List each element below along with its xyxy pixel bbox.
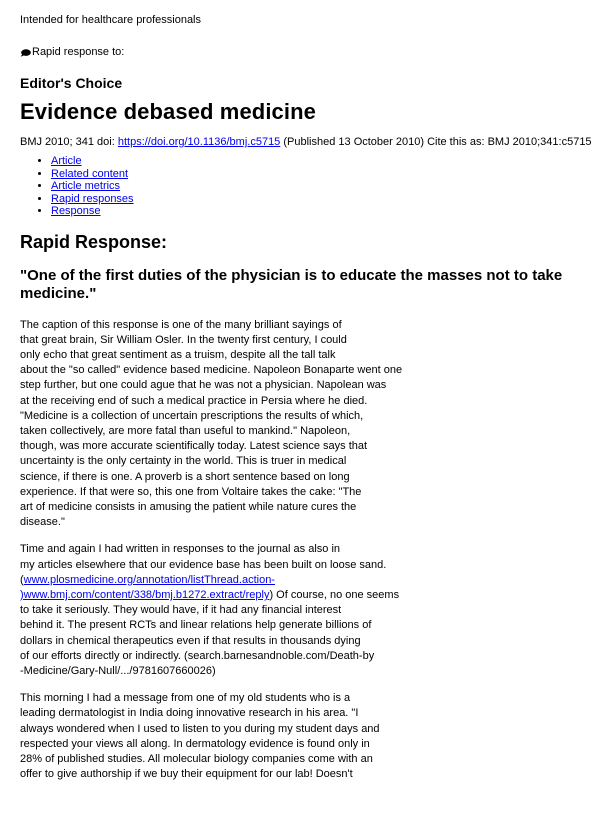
tab-response[interactable]: Response <box>51 205 101 217</box>
article-title: Evidence debased medicine <box>20 99 316 124</box>
paragraph-2-text-b: ) Of course, no one seems to take it seriously. They would have, if it had any financial interest behind it. The present RCTs and linear relations help generate billions of dollars in chemical therapeutics even if that results in thousands dying of our efforts directly or indirectly. (search.barnesandnoble.com/Death-by -Medicine/Gary-Null/.../9781607660026) <box>20 588 400 677</box>
rapid-response-to-label: Rapid response to: <box>32 46 125 58</box>
citation-prefix: BMJ 2010; 341 doi: <box>20 136 118 148</box>
article-page <box>20 12 610 782</box>
tab-rapid-responses[interactable]: Rapid responses <box>51 192 134 205</box>
speech-bubble-icon <box>20 48 31 56</box>
response-paragraph-3: This morning I had a message from one of my old students who is a leading dermatologist in India doing innovative research in his area. "I always wondered when I used to listen to you during my student days and respected your views all along. In dermatology evidence is found only in 28% of published studies. All molecular biology companies come with an offer to give authorship if we buy their equipment for our lab! Doesn't <box>20 692 380 781</box>
bmj-reply-link[interactable]: )www.bmj.com/content/338/bmj.b1272.extract/reply <box>20 588 270 601</box>
tab-response-item <box>51 205 610 218</box>
response-paragraph-2 <box>20 542 610 679</box>
tab-article-metrics-item <box>51 180 610 193</box>
doi-link[interactable]: https://doi.org/10.1136/bmj.c5715 <box>117 136 281 148</box>
rapid-response-heading: Rapid Response: <box>20 231 168 252</box>
professional-notice: Intended for healthcare professionals <box>20 14 202 26</box>
rapid-response-to <box>20 46 610 58</box>
citation-line <box>20 136 610 148</box>
article-tabs <box>20 155 610 218</box>
paragraph-2-text-a: Time and again I had written in responses to the journal as also in my articles elsewhere that our evidence base has been built on loose sand. ( <box>20 543 387 586</box>
plos-medicine-link[interactable]: www.plosmedicine.org/annotation/listThread.action- <box>23 573 275 586</box>
tab-article-item <box>51 155 610 168</box>
response-paragraph-1: The caption of this response is one of the many brilliant sayings of that great brain, Sir William Osler. In the twenty first century, I could only echo that great sentiment as a truism, despite all the tall talk about the "so called" evidence based medicine. Napoleon Bonaparte went one step further, but one could ague that he was not a physician. Napolean was at the receiving end of such a medical practice in Persia where he died. "Medicine is a collection of uncertain prescriptions the results of which, taken collectively, are more fatal than useful to mankind." Napoleon, though, was more accurate scientifically today. Latest science says that uncertainty is the only certainty in the world. This is truer in medical science, if there is one. A proverb is a short sentence based on long experience. If that were so, this one from Voltaire takes the cake: "The art of medicine consists in amusing the patient while nature cures the disease." <box>20 318 403 529</box>
citation-suffix: (Published 13 October 2010) Cite this as: BMJ 2010;341:c5715 <box>280 136 592 148</box>
tab-related-content-item <box>51 168 610 181</box>
tab-rapid-responses-item <box>51 193 610 206</box>
tab-related-content[interactable]: Related content <box>51 167 129 180</box>
tab-article[interactable]: Article <box>51 155 82 167</box>
article-kicker: Editor's Choice <box>20 75 123 91</box>
response-title: "One of the first duties of the physician is to educate the masses not to take medicine." <box>20 266 563 302</box>
tab-article-metrics[interactable]: Article metrics <box>51 180 121 192</box>
